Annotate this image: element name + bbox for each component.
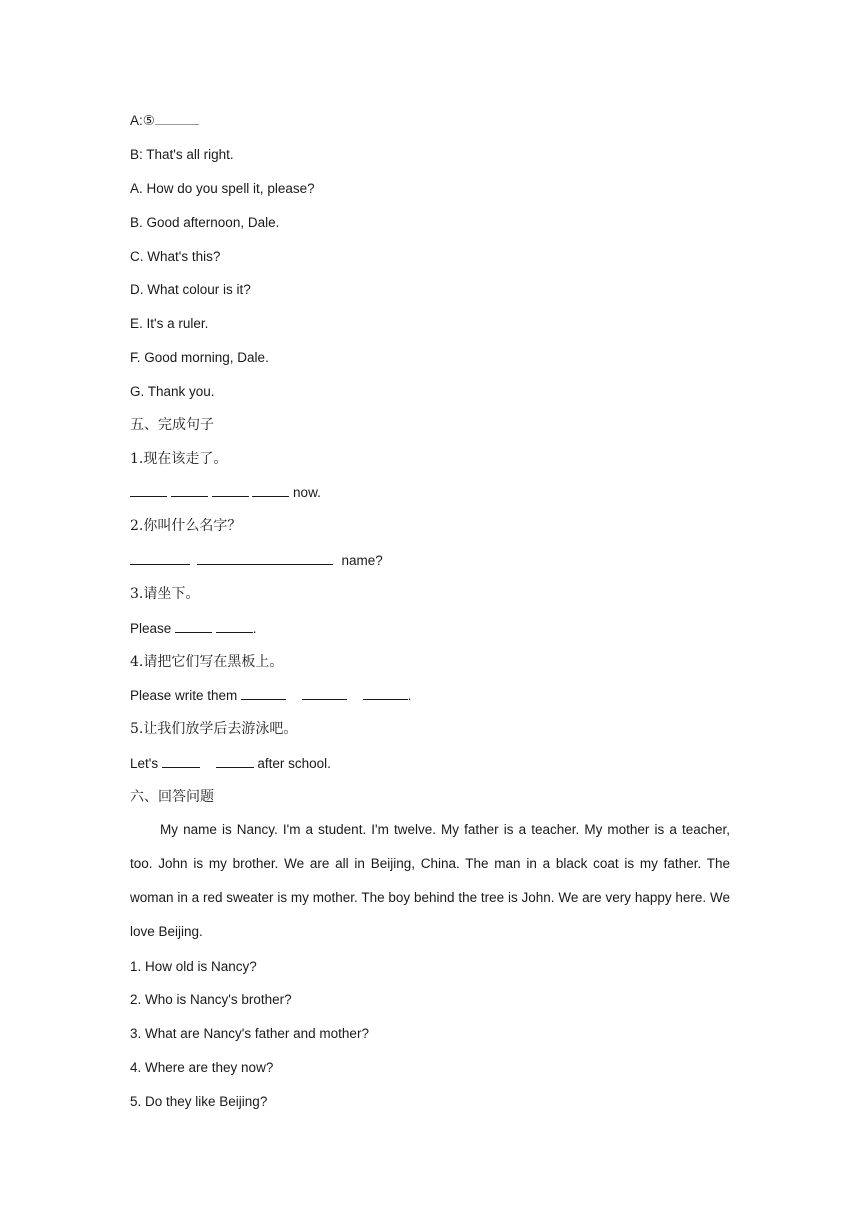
q5-chinese: 5.让我们放学后去游泳吧。 xyxy=(130,721,298,737)
q2-english-tail: name? xyxy=(341,553,383,568)
q5-english-tail: after school. xyxy=(253,756,331,771)
option-g: G. Thank you. xyxy=(130,384,215,399)
option-e: E. It's a ruler. xyxy=(130,316,209,331)
answer-blank[interactable] xyxy=(175,620,212,633)
answer-blank[interactable] xyxy=(197,552,333,565)
q5-english-head: Let's xyxy=(130,756,162,771)
reading-passage-text: My name is Nancy. I'm a student. I'm twelve. My father is a teacher. My mother is a teacher, too. John is my brother. We are all in Beijing, China. The man in a black coat is my father. The woman in a red sweater is my mother. The boy behind the tree is John. We are very happy here. We love Beijing. xyxy=(130,822,730,939)
q3-english-tail: . xyxy=(252,621,257,636)
option-f: F. Good morning, Dale. xyxy=(130,350,269,365)
section-heading-complete-sentences: 五、完成句子 xyxy=(130,417,214,433)
q4-chinese: 4.请把它们写在黑板上。 xyxy=(130,654,284,670)
q3-english xyxy=(130,620,257,638)
q4-english xyxy=(130,687,411,705)
answer-blank[interactable] xyxy=(130,552,190,565)
dialogue-line-a5 xyxy=(130,112,199,130)
answer-blank[interactable] xyxy=(302,687,347,700)
question-5: 5. Do they like Beijing? xyxy=(130,1094,268,1109)
reading-passage xyxy=(130,813,730,949)
question-4: 4. Where are they now? xyxy=(130,1060,274,1075)
question-3: 3. What are Nancy's father and mother? xyxy=(130,1026,369,1041)
q4-english-head: Please write them xyxy=(130,688,242,703)
q1-chinese: 1.现在该走了。 xyxy=(130,451,228,467)
q2-english xyxy=(130,552,383,570)
answer-blank[interactable] xyxy=(171,484,208,497)
answer-blank[interactable] xyxy=(212,484,249,497)
section-heading-answer-questions: 六、回答问题 xyxy=(130,789,214,805)
answer-blank[interactable] xyxy=(252,484,289,497)
option-a: A. How do you spell it, please? xyxy=(130,181,315,196)
q1-english xyxy=(130,484,321,502)
question-1: 1. How old is Nancy? xyxy=(130,959,257,974)
q3-chinese: 3.请坐下。 xyxy=(130,586,200,602)
option-d: D. What colour is it? xyxy=(130,282,251,297)
answer-blank[interactable] xyxy=(363,687,408,700)
option-c: C. What's this? xyxy=(130,249,221,264)
question-2: 2. Who is Nancy's brother? xyxy=(130,992,292,1007)
answer-blank[interactable] xyxy=(162,755,200,768)
q5-english xyxy=(130,755,331,773)
dialogue-line-b: B: That's all right. xyxy=(130,147,234,162)
option-b: B. Good afternoon, Dale. xyxy=(130,215,280,230)
answer-blank[interactable] xyxy=(216,755,254,768)
answer-blank[interactable] xyxy=(155,112,199,125)
q4-english-tail: . xyxy=(407,688,412,703)
q3-english-head: Please xyxy=(130,621,176,636)
q2-chinese: 2.你叫什么名字？ xyxy=(130,518,242,534)
answer-blank[interactable] xyxy=(216,620,253,633)
dialogue-a5-label: A:⑤ xyxy=(130,113,155,128)
answer-blank[interactable] xyxy=(130,484,167,497)
q1-english-tail: now. xyxy=(289,485,321,500)
answer-blank[interactable] xyxy=(241,687,286,700)
